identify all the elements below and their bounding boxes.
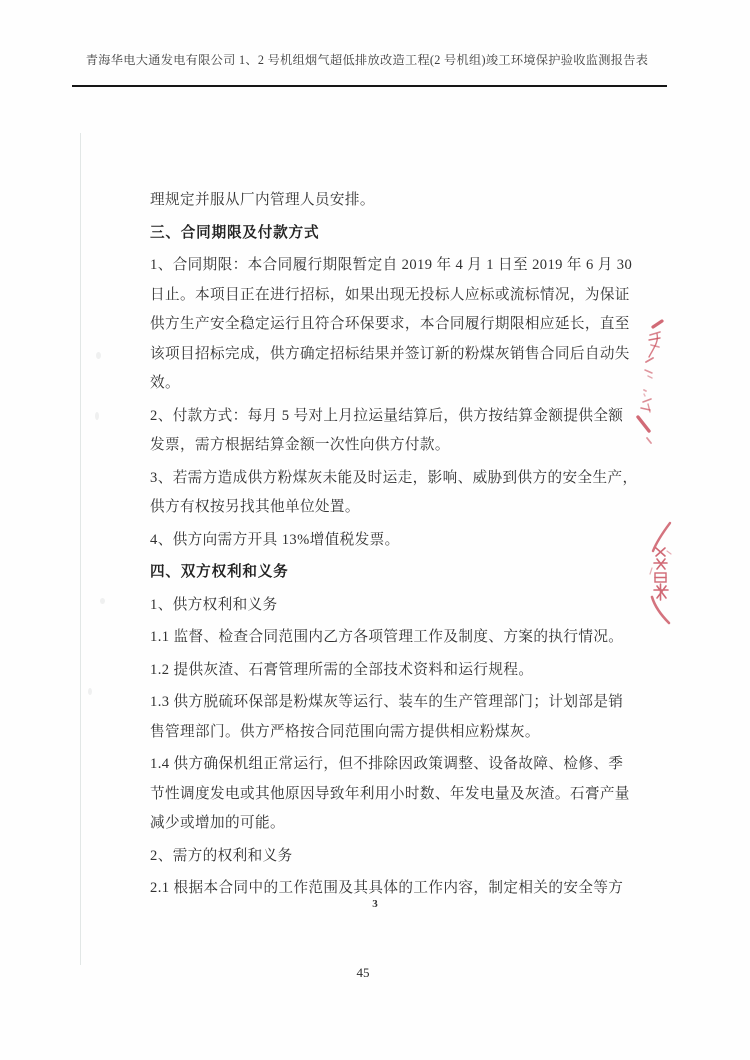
text-line: 节性调度发电或其他原因导致年利用小时数、年发电量及灰渣。石膏产量 <box>150 785 630 802</box>
text-line: 1.1 监督、检查合同范围内乙方各项管理工作及制度、方案的执行情况。 <box>150 629 624 645</box>
section-heading <box>150 219 628 249</box>
inner-page-number: 3 <box>372 898 378 910</box>
text-line: 供方有权按另找其他单位处置。 <box>150 499 360 515</box>
scan-smudge <box>100 598 105 604</box>
red-stamp-fragment-upper <box>636 318 672 450</box>
text-line: 2、付款方式：每月 5 号对上月拉运量结算后，供方按结算金额提供全额 <box>150 407 624 424</box>
text-line: 三、合同期限及付款方式 <box>150 224 320 241</box>
paragraph <box>150 623 628 653</box>
text-line: 效。 <box>150 375 180 391</box>
text-line: 四、双方权利和义务 <box>150 564 289 580</box>
text-line: 2、需方的权利和义务 <box>150 847 293 864</box>
header-rule-line <box>72 85 667 87</box>
paragraph <box>150 656 628 686</box>
text-line: 2.1 根据本合同中的工作范围及其具体的工作内容，制定相关的安全等方 <box>150 880 624 896</box>
text-line: 供方生产安全稳定运行且符合环保要求，本合同履行期限相应延长，直至 <box>150 316 630 332</box>
paragraph <box>150 526 628 556</box>
text-line: 发票，需方根据结算金额一次性向供方付款。 <box>150 437 450 453</box>
text-line: 售管理部门。供方严格按合同范围向需方提供相应粉煤灰。 <box>150 723 540 740</box>
text-line: 3、若需方造成供方粉煤灰未能及时运走，影响、威胁到供方的安全生产， <box>150 469 638 486</box>
paragraph <box>150 591 628 621</box>
paragraph <box>150 688 628 747</box>
text-line: 1、合同期限：本合同履行期限暂定自 2019 年 4 月 1 日至 2019 年 6 月 30 <box>150 257 633 273</box>
footer-page-number: 45 <box>356 965 370 980</box>
text-line: 4、供方向需方开具 13%增值税发票。 <box>150 531 400 548</box>
text-line: 理规定并服从厂内管理人员安排。 <box>150 192 375 208</box>
text-line: 1.3 供方脱硫环保部是粉煤灰等运行、装车的生产管理部门；计划部是销 <box>150 694 624 710</box>
scan-smudge <box>95 412 99 420</box>
report-header-title: 青海华电大通发电有限公司 1、2 号机组烟气超低排放改造工程(2 号机组)竣工环境保护验收监测报告表 <box>85 53 649 67</box>
text-line: 1.4 供方确保机组正常运行，但不排除因政策调整、设备故障、检修、季 <box>150 756 624 772</box>
paragraph <box>150 402 628 461</box>
paragraph <box>150 251 633 399</box>
text-line: 该项目招标完成，供方确定招标结果并签订新的粉煤灰销售合同后自动失 <box>150 345 630 362</box>
scan-smudge <box>96 352 101 359</box>
text-line: 减少或增加的可能。 <box>150 815 285 831</box>
scan-page-edge-line <box>80 133 81 965</box>
text-line: 1、供方权利和义务 <box>150 596 278 613</box>
paragraph <box>150 464 638 523</box>
red-stamp-fragment-lower <box>642 518 676 632</box>
paragraph <box>150 186 628 216</box>
text-line: 日止。本项目正在进行招标，如果出现无投标人应标或流标情况，为保证 <box>150 286 630 303</box>
paragraph <box>150 842 628 872</box>
document-body <box>150 186 638 907</box>
section-heading <box>150 558 628 588</box>
paragraph <box>150 750 628 839</box>
scan-smudge <box>88 688 92 695</box>
text-line: 1.2 提供灰渣、石膏管理所需的全部技术资料和运行规程。 <box>150 661 534 678</box>
